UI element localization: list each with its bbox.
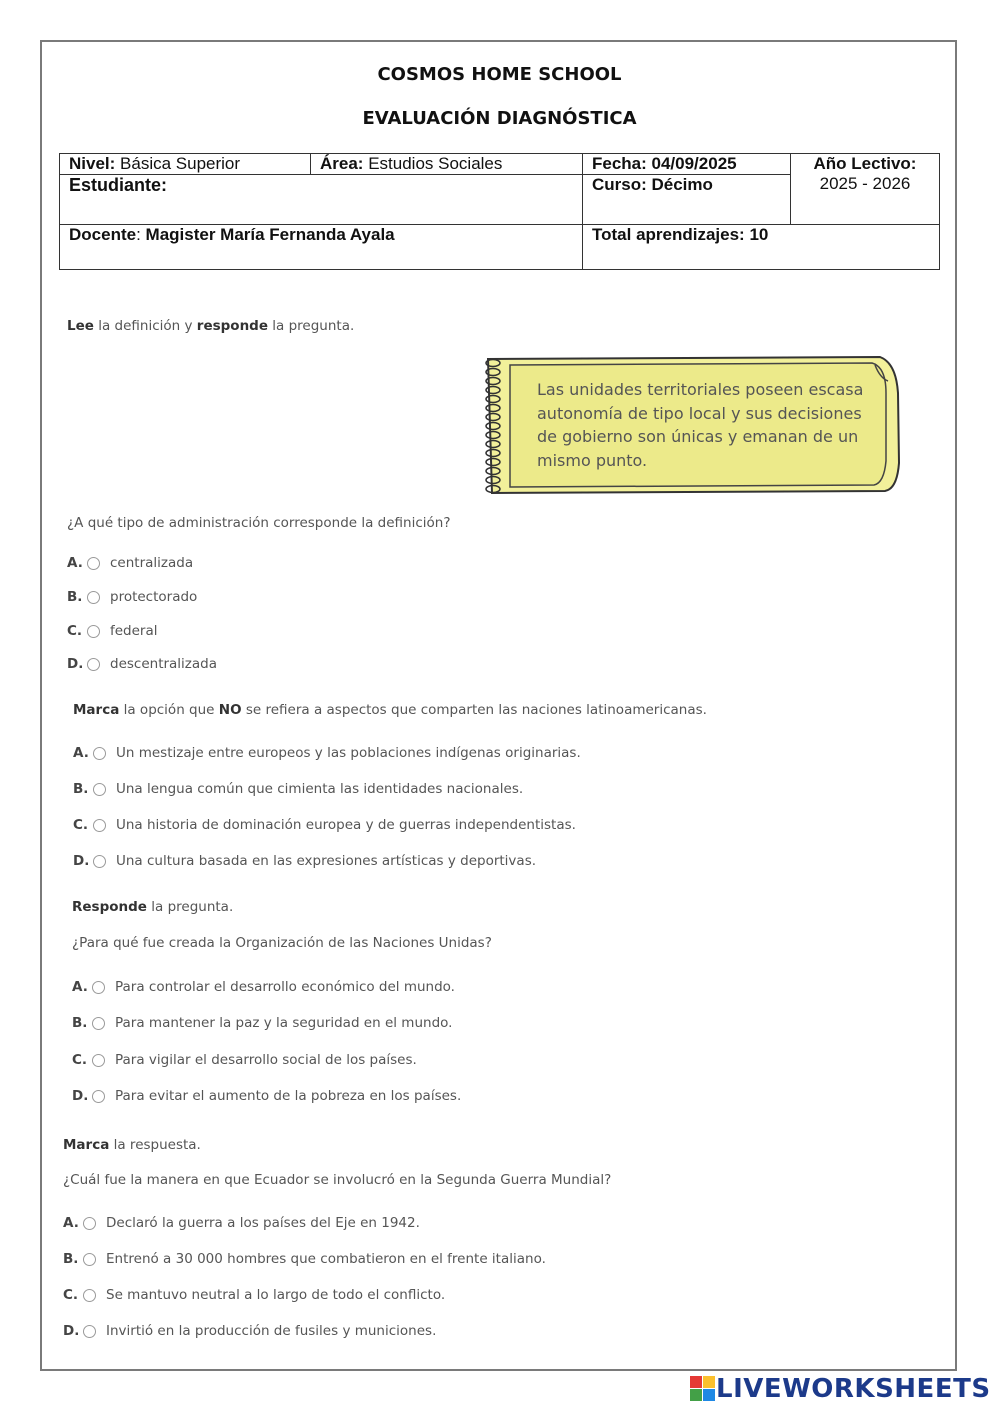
q4-option-c[interactable]: C. Se mantuvo neutral a lo largo de todo el conflicto. [63, 1287, 446, 1303]
q2-option-a[interactable]: A. Un mestizaje entre europeos y las poblaciones indígenas originarias. [73, 745, 581, 761]
info-table [59, 153, 940, 270]
q1-question: ¿A qué tipo de administración corresponde la definición? [67, 515, 451, 531]
q2-instruction: Marca la opción que NO se refiera a aspectos que comparten las naciones latinoamericanas. [73, 702, 707, 718]
q2-option-d[interactable]: D. Una cultura basada en las expresiones artísticas y deportivas. [73, 853, 537, 869]
definition-text: Las unidades territoriales poseen escasa autonomía de tipo local y sus decisiones de gobierno son únicas y emanan de un mismo punto. [537, 380, 864, 470]
radio-icon[interactable] [92, 981, 105, 994]
area-value: Estudios Sociales [368, 154, 503, 173]
anio-label: Año Lectivo: [813, 154, 917, 173]
radio-icon[interactable] [93, 819, 106, 832]
radio-icon[interactable] [92, 1017, 105, 1030]
logo-text: LIVEWORKSHEETS [716, 1374, 991, 1404]
q1-option-c[interactable]: C. federal [67, 623, 158, 639]
q3-option-a[interactable]: A. Para controlar el desarrollo económico del mundo. [72, 979, 455, 995]
q2-option-b[interactable]: B. Una lengua común que cimienta las identidades nacionales. [73, 781, 524, 797]
radio-icon[interactable] [83, 1217, 96, 1230]
q1-option-b[interactable]: B. protectorado [67, 589, 198, 605]
q4-question: ¿Cuál fue la manera en que Ecuador se involucró en la Segunda Guerra Mundial? [63, 1172, 612, 1188]
q1-instruction: Lee la definición y responde la pregunta. [67, 318, 355, 334]
radio-icon[interactable] [92, 1090, 105, 1103]
anio-cell [791, 154, 940, 225]
radio-icon[interactable] [87, 658, 100, 671]
q1-option-a[interactable]: A. centralizada [67, 555, 194, 571]
nivel-value: Básica Superior [120, 154, 241, 173]
estudiante-label: Estudiante: [69, 175, 168, 195]
q3-option-b[interactable]: B. Para mantener la paz y la seguridad en el mundo. [72, 1015, 453, 1031]
area-cell [311, 154, 583, 175]
radio-icon[interactable] [87, 591, 100, 604]
radio-icon[interactable] [87, 625, 100, 638]
radio-icon[interactable] [87, 557, 100, 570]
radio-icon[interactable] [93, 747, 106, 760]
radio-icon[interactable] [83, 1289, 96, 1302]
q4-option-b[interactable]: B. Entrenó a 30 000 hombres que combatieron en el frente italiano. [63, 1251, 546, 1267]
radio-icon[interactable] [83, 1325, 96, 1338]
liveworksheets-logo[interactable] [690, 1373, 991, 1405]
q4-option-d[interactable]: D. Invirtió en la producción de fusiles y municiones. [63, 1323, 437, 1339]
nivel-cell [60, 154, 311, 175]
total-text: Total aprendizajes: 10 [592, 225, 769, 244]
q3-instruction: Responde la pregunta. [72, 899, 234, 915]
logo-grid-icon [690, 1376, 716, 1402]
area-label: Área: [320, 154, 364, 173]
fecha-cell [583, 154, 791, 175]
page-title: EVALUACIÓN DIAGNÓSTICA [362, 108, 637, 129]
docente-cell: Docente: Magister María Fernanda Ayala [60, 225, 583, 270]
q2-option-c[interactable]: C. Una historia de dominación europea y de guerras independentistas. [73, 817, 576, 833]
nivel-label: Nivel: [69, 154, 116, 173]
q4-option-a[interactable]: A. Declaró la guerra a los países del Eje en 1942. [63, 1215, 420, 1231]
q4-instruction: Marca la respuesta. [63, 1137, 201, 1153]
anio-value: 2025 - 2026 [819, 174, 911, 193]
q1-option-d[interactable]: D. descentralizada [67, 656, 218, 672]
q3-option-c[interactable]: C. Para vigilar el desarrollo social de los países. [72, 1052, 417, 1068]
total-cell [583, 225, 940, 270]
radio-icon[interactable] [93, 855, 106, 868]
radio-icon[interactable] [83, 1253, 96, 1266]
radio-icon[interactable] [93, 783, 106, 796]
q3-question: ¿Para qué fue creada la Organización de las Naciones Unidas? [72, 935, 492, 951]
q3-option-d[interactable]: D. Para evitar el aumento de la pobreza en los países. [72, 1088, 462, 1104]
fecha-text: Fecha: 04/09/2025 [592, 154, 737, 173]
school-name: COSMOS HOME SCHOOL [377, 64, 622, 85]
estudiante-cell[interactable] [60, 175, 583, 225]
curso-cell [583, 175, 791, 225]
curso-text: Curso: Décimo [592, 175, 713, 194]
docente-label: Docente [69, 225, 137, 244]
radio-icon[interactable] [92, 1054, 105, 1067]
docente-value: Magister María Fernanda Ayala [145, 225, 395, 244]
